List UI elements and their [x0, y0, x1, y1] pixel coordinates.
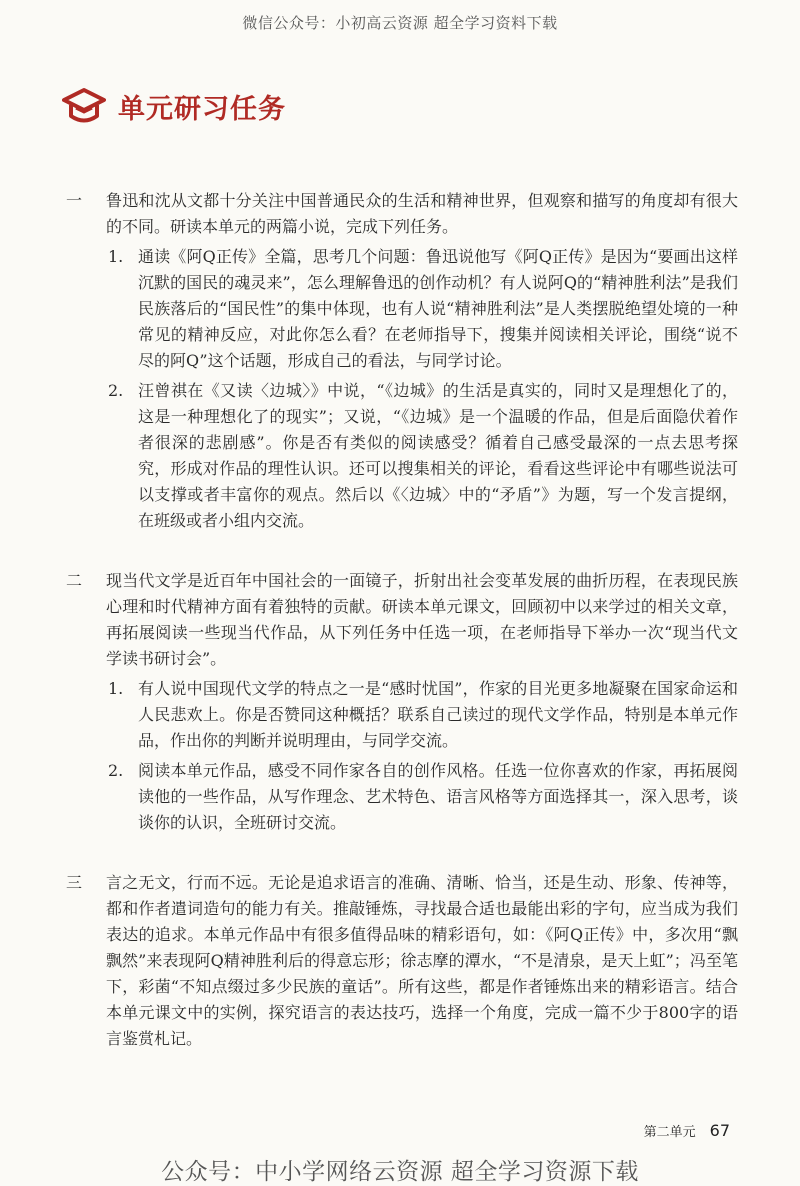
task-number: 三 [66, 873, 83, 892]
subtask-text: 阅读本单元作品，感受不同作家各自的创作风格。任选一位你喜欢的作家，再拓展阅读他的一些作品，从写作理念、艺术特色、语言风格等方面选择其一，深入思考，谈谈你的认识，全班研讨交流。 [138, 761, 738, 832]
subtask-number: 1. [108, 679, 124, 698]
unit-label: 第二单元 [643, 1125, 696, 1140]
subtask-number: 2. [108, 761, 124, 780]
section-title [62, 86, 286, 126]
page-number: 67 [709, 1121, 730, 1140]
subtask-number: 1. [108, 247, 124, 266]
subtask-item [106, 378, 738, 534]
page-title: 单元研习任务 [118, 93, 286, 125]
task-3 [66, 870, 738, 1052]
subtask-list [106, 244, 738, 534]
subtask-item [106, 244, 738, 374]
task-intro: 现当代文学是近百年中国社会的一面镜子，折射出社会变革发展的曲折历程，在表现民族心理和时代精神方面有着独特的贡献。研读本单元课文，回顾初中以来学过的相关文章，再拓展阅读一些现当代作品，从下列任务中任选一项，在老师指导下举办一次“现当代文学读书研讨会”。 [106, 571, 738, 668]
subtask-text: 汪曾祺在《又读〈边城〉》中说，“《边城》的生活是真实的，同时又是理想化了的，这是一种理想化了的现实”；又说，“《边城》是一个温暖的作品，但是后面隐伏着作者很深的悲剧感”。你是否有类似的阅读感受？循着自己感受最深的一点去思考探究，形成对作品的理性认识。还可以搜集相关的评论，看看这些评论中有哪些说法可以支撑或者丰富你的观点。然后以《〈边城〉中的“矛盾”》为题，写一个发言提纲，在班级或者小组内交流。 [138, 381, 738, 530]
subtask-list [106, 676, 738, 836]
graduation-cap-icon [62, 86, 106, 126]
subtask-item [106, 676, 738, 754]
task-number: 一 [66, 191, 83, 210]
footer-watermark: 公众号：中小学网络云资源 超全学习资源下载 [161, 1159, 639, 1185]
task-2 [66, 568, 738, 840]
task-number: 二 [66, 571, 83, 590]
task-1 [66, 188, 738, 538]
subtask-text: 有人说中国现代文学的特点之一是“感时忧国”，作家的目光更多地凝聚在国家命运和人民悲欢上。你是否赞同这种概括？联系自己读过的现代文学作品，特别是本单元作品，作出你的判断并说明理由，与同学交流。 [138, 679, 738, 750]
subtask-number: 2. [108, 381, 124, 400]
subtask-text: 通读《阿Q正传》全篇，思考几个问题：鲁迅说他写《阿Q正传》是因为“要画出这样沉默的国民的魂灵来”，怎么理解鲁迅的创作动机？有人说阿Q的“精神胜利法”是我们民族落后的“国民性”的集中体现，也有人说“精神胜利法”是人类摆脱绝望处境的一种常见的精神反应，对此你怎么看？在老师指导下，搜集并阅读相关评论，围绕“说不尽的阿Q”这个话题，形成自己的看法，与同学讨论。 [138, 247, 738, 370]
task-list [66, 188, 738, 1082]
task-intro: 言之无文，行而不远。无论是追求语言的准确、清晰、恰当，还是生动、形象、传神等，都和作者遣词造句的能力有关。推敲锤炼，寻找最合适也最能出彩的字句，应当成为我们表达的追求。本单元作品中有很多值得品味的精彩语句，如：《阿Q正传》中，多次用“飘飘然”来表现阿Q精神胜利后的得意忘形；徐志摩的潭水，“不是清泉，是天上虹”；冯至笔下，彩菌“不知点缀过多少民族的童话”。所有这些，都是作者锤炼出来的精彩语言。结合本单元课文中的实例，探究语言的表达技巧，选择一个角度，完成一篇不少于800字的语言鉴赏札记。 [106, 873, 738, 1048]
subtask-item [106, 758, 738, 836]
task-intro: 鲁迅和沈从文都十分关注中国普通民众的生活和精神世界，但观察和描写的角度却有很大的不同。研读本单元的两篇小说，完成下列任务。 [106, 191, 738, 236]
page-footer [644, 1121, 730, 1140]
header-watermark: 微信公众号：小初高云资源 超全学习资料下载 [242, 14, 558, 32]
